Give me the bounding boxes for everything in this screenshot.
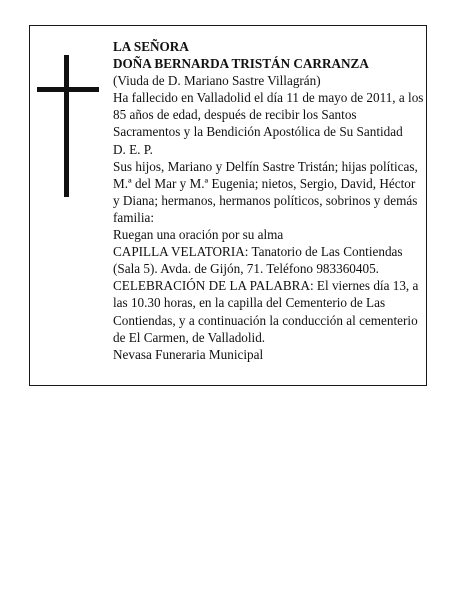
chapel-paragraph: CAPILLA VELATORIA: Tanatorio de Las Contiendas (Sala 5). Avda. de Gijón, 71. Teléfono 983360405.	[113, 244, 403, 277]
widow-line: (Viuda de D. Mariano Sastre Villagrán)	[113, 73, 321, 89]
cross-horizontal-bar	[37, 87, 99, 92]
death-paragraph: Ha fallecido en Valladolid el día 11 de mayo de 2011, a los 85 años de edad, después de recibir los Santos Sacramentos y la Bendición Apostólica de Su Santidad	[113, 90, 424, 140]
funeral-home: Nevasa Funeraria Municipal	[113, 346, 264, 362]
cross-icon	[37, 55, 99, 197]
cross-vertical-bar	[64, 55, 69, 197]
family-paragraph: Sus hijos, Mariano y Delfín Sastre Tristán; hijas políticas, M.ª del Mar y M.ª Eugenia; nietos, Sergio, David, Héctor y Diana; hermanos, hermanos políticos, sobrinos y demás familia:	[113, 158, 418, 225]
ceremony-paragraph: CELEBRACIÓN DE LA PALABRA: El viernes día 13, a las 10.30 horas, en la capilla del Cementerio de Las Contiendas, y a continuación la conducción al cementerio de El Carmen, de Valladolid.	[113, 278, 419, 345]
obituary-text	[113, 38, 425, 363]
deceased-name: DOÑA BERNARDA TRISTÁN CARRANZA	[113, 56, 369, 72]
notice-title: LA SEÑORA	[113, 39, 189, 54]
rip-line: D. E. P.	[113, 141, 153, 157]
prayer-request: Ruegan una oración por su alma	[113, 227, 284, 243]
